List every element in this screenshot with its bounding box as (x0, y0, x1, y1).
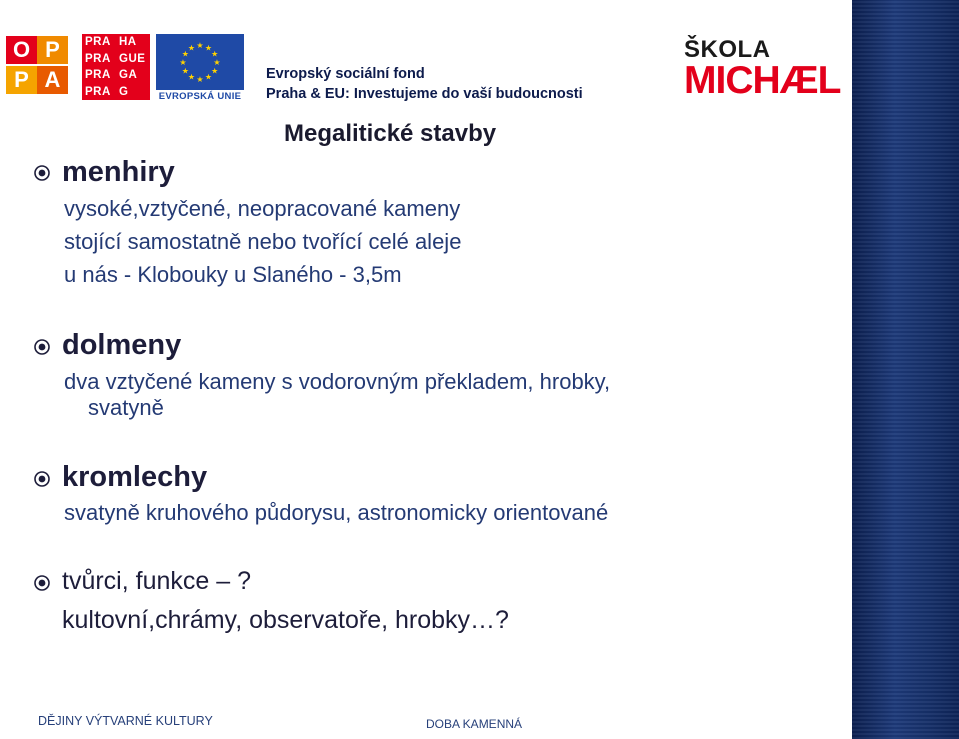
eu-star-icon: ★ (187, 43, 196, 53)
section-heading: kromlechy (62, 461, 208, 493)
praha-text: GA (119, 69, 138, 81)
right-decorative-band (852, 0, 959, 739)
footer-course: DĚJINY VÝTVARNÉ KULTURY (38, 714, 213, 728)
praha-text: PRA (85, 85, 111, 98)
section-heading: menhiry (62, 156, 175, 188)
eu-star-icon: ★ (187, 72, 196, 82)
eu-flag-icon (156, 34, 244, 90)
target-bullet-icon (34, 575, 50, 591)
section-heading: tvůrci, funkce – ? (62, 567, 251, 595)
eu-star-icon: ★ (181, 66, 189, 76)
eu-star-icon: ★ (211, 66, 219, 76)
esf-slogan: Praha & EU: Investujeme do vaší budoucnosti (266, 86, 583, 102)
eu-logo (156, 34, 244, 102)
eu-star-icon: ★ (196, 41, 204, 50)
section-line: svatyně (88, 395, 164, 420)
praha-text: PRA (85, 36, 111, 48)
opp-letter-p2: P (6, 66, 37, 94)
eu-star-icon: ★ (204, 72, 213, 82)
target-bullet-icon (34, 471, 50, 487)
eu-star-icon: ★ (196, 75, 204, 84)
opp-letter-p1: P (37, 36, 68, 64)
section-line: stojící samostatně nebo tvořící celé aleje (64, 229, 462, 254)
section-line: svatyně kruhového půdorysu, astronomicky orientované (64, 500, 609, 525)
section-line: dva vztyčené kameny s vodorovným překladem, hrobky, (64, 369, 611, 394)
esf-title: Evropský sociální fond (266, 66, 425, 82)
section-heading: dolmeny (62, 329, 182, 361)
school-logo (684, 38, 844, 100)
opp-letter-o: O (6, 36, 37, 64)
eu-star-icon: ★ (179, 58, 187, 67)
eu-label: EVROPSKÁ UNIE (158, 91, 242, 102)
school-logo-line1: ŠKOLA (684, 36, 771, 63)
praha-text: PRA (85, 69, 111, 81)
school-logo-line2: MICHÆL (684, 59, 841, 102)
praha-logo (82, 34, 150, 100)
section-line: kultovní,chrámy, observatoře, hrobky…? (62, 606, 509, 634)
eu-star-icon: ★ (211, 49, 219, 59)
eu-star-icon: ★ (181, 49, 189, 59)
eu-star-icon: ★ (204, 43, 213, 53)
target-bullet-icon (34, 165, 50, 181)
section-line: vysoké,vztyčené, neopracované kameny (64, 196, 461, 221)
opp-letter-a: A (37, 66, 68, 94)
slide-title: Megalitické stavby (284, 120, 497, 147)
eu-star-icon: ★ (213, 58, 221, 67)
footer-topic: DOBA KAMENNÁ (426, 717, 523, 731)
praha-text: PRA (85, 52, 111, 65)
praha-text: GUE (119, 52, 146, 65)
praha-text: G (119, 85, 129, 98)
opp-logo (6, 36, 74, 98)
praha-text: HA (119, 36, 137, 48)
section-line: u nás - Klobouky u Slaného - 3,5m (64, 262, 402, 287)
target-bullet-icon (34, 339, 50, 355)
